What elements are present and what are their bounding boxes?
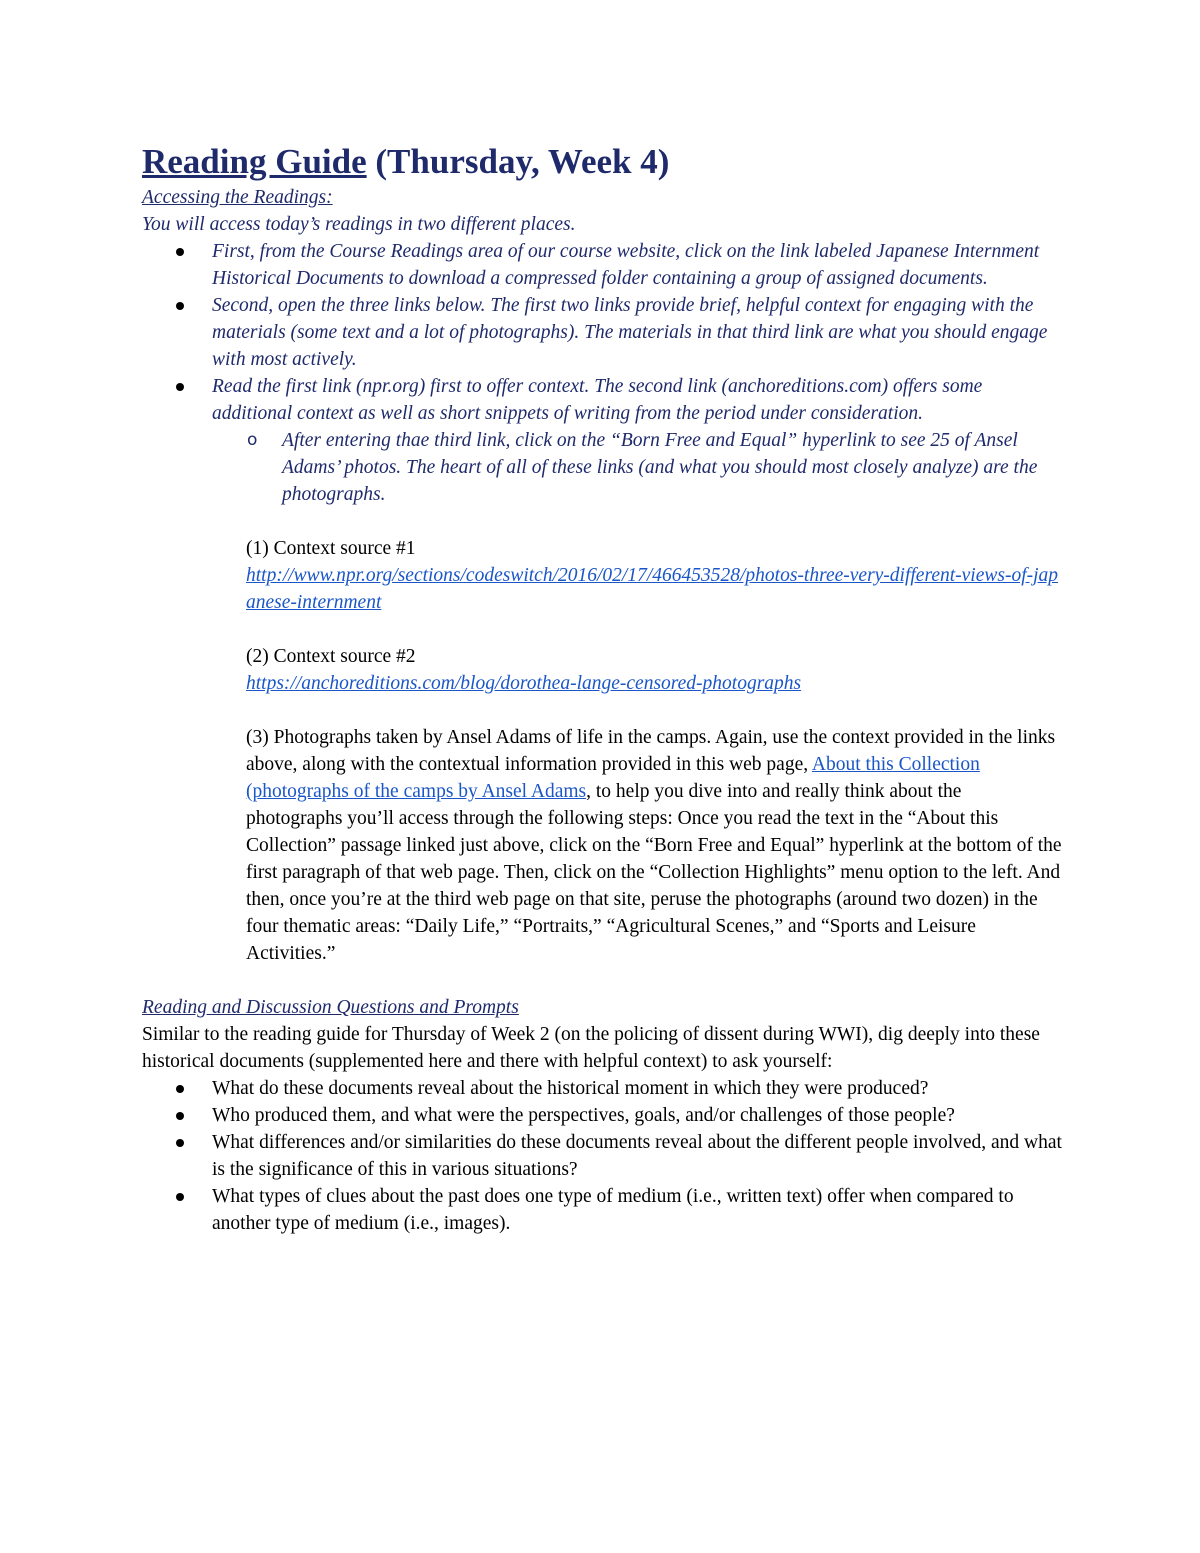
source-1-link[interactable]: http://www.npr.org/sections/codeswitch/2016/02/17/466453528/photos-three-very-different-views-of-japanese-internment <box>246 565 1059 613</box>
question-text: What differences and/or similarities do these documents reveal about the different people involved, and what is the significance of this in various situations? <box>212 1132 1062 1180</box>
hollow-bullet-icon: o <box>247 430 258 450</box>
list-item-text: First, from the Course Readings area of our course website, click on the link labeled Japanese Internment Historical Documents to download a compressed folder containing a group of assigned documents. <box>212 241 1040 289</box>
list-item <box>142 1129 1062 1183</box>
list-item-text: Second, open the three links below. The first two links provide brief, helpful context for engaging with the materials (some text and a lot of photographs). The materials in that third link are what you should engage with most actively. <box>212 295 1048 370</box>
page-title <box>142 140 1062 184</box>
sub-list-item-text: After entering thae third link, click on the “Born Free and Equal” hyperlink to see 25 of Ansel Adams’ photos. The heart of all of these links (and what you should most closely analyze) are the photographs. <box>282 430 1038 505</box>
para3-text-before: (3) Photographs taken by Ansel Adams of life in the camps. Again, use the context provided in the links above, along with the contextual information provided in this web page, <box>246 727 1056 775</box>
question-text: What types of clues about the past does one type of medium (i.e., written text) offer when compared to another type of medium (i.e., images). <box>212 1186 1014 1234</box>
list-item <box>142 373 1062 427</box>
context-source-1 <box>142 535 1062 616</box>
document-page <box>142 140 1062 1237</box>
bullet-icon <box>176 302 184 310</box>
title-link-text: Reading Guide <box>142 142 367 181</box>
accessing-bullet-list <box>142 238 1062 427</box>
bullet-icon <box>176 1112 184 1120</box>
questions-list <box>142 1075 1062 1237</box>
discussion-intro: Similar to the reading guide for Thursday of Week 2 (on the policing of dissent during WWI), dig deeply into these historical documents (supplemented here and there with helpful context) to ask yourself: <box>142 1024 1040 1072</box>
bullet-icon <box>176 1139 184 1147</box>
question-text: What do these documents reveal about the historical moment in which they were produced? <box>212 1078 929 1099</box>
accessing-heading: Accessing the Readings: <box>142 187 333 208</box>
bullet-icon <box>176 1085 184 1093</box>
photographs-paragraph <box>142 724 1062 967</box>
title-rest: (Thursday, Week 4) <box>366 142 670 181</box>
list-item <box>142 238 1062 292</box>
discussion-heading: Reading and Discussion Questions and Prompts <box>142 997 519 1018</box>
accessing-intro: You will access today’s readings in two different places. <box>142 214 576 235</box>
source-1-label: (1) Context source #1 <box>246 538 416 559</box>
list-item <box>142 292 1062 373</box>
question-text: Who produced them, and what were the perspectives, goals, and/or challenges of those people? <box>212 1105 955 1126</box>
source-2-link[interactable]: https://anchoreditions.com/blog/dorothea-lange-censored-photographs <box>246 673 802 694</box>
bullet-icon <box>176 248 184 256</box>
list-item-text: Read the first link (npr.org) first to offer context. The second link (anchoreditions.com) offers some additional context as well as short snippets of writing from the period under consideration. <box>212 376 983 424</box>
source-2-label: (2) Context source #2 <box>246 646 416 667</box>
context-source-2 <box>142 643 1062 697</box>
about-collection-link[interactable]: About this Collection (photographs of the camps by Ansel Adams <box>246 754 980 802</box>
para3-text-after: , to help you dive into and really think about the photographs you’ll access through the following steps: Once you read the text in the “About this Collection” passage linked just above, click on the “Born Free and Equal” hyperlink at the bottom of the first paragraph of that web page. Then, click on the “Collection Highlights” menu option to the left. And then, once you’re at the third web page on that site, peruse the photographs (around two dozen) in the four thematic areas: “Daily Life,” “Portraits,” “Agricultural Scenes,” and “Sports and Leisure Activities.” <box>246 781 1062 964</box>
list-item <box>142 1102 1062 1129</box>
list-item <box>142 1075 1062 1102</box>
bullet-icon <box>176 1193 184 1201</box>
list-item <box>142 1183 1062 1237</box>
bullet-icon <box>176 383 184 391</box>
sub-list-item <box>142 427 1062 508</box>
